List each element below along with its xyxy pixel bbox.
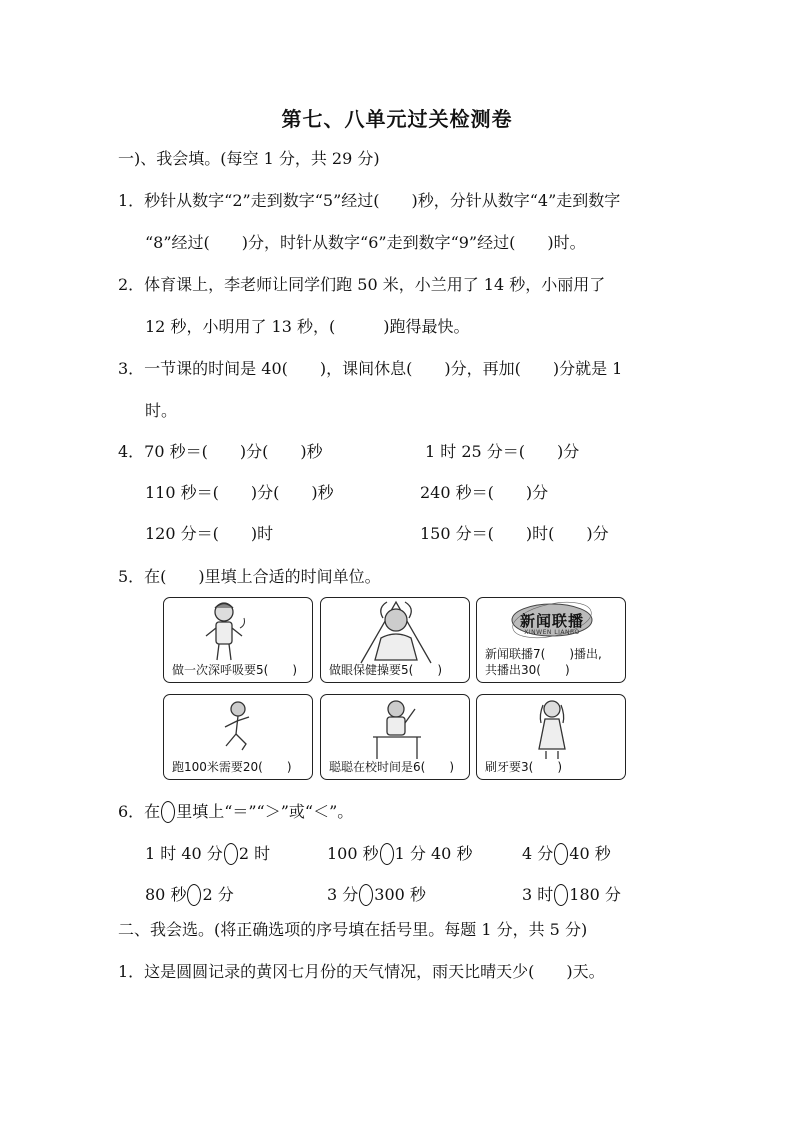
q6-item — [145, 883, 234, 907]
answer-oval-icon[interactable] — [380, 843, 394, 865]
q6-left-value: 3 时 — [522, 885, 554, 904]
q5-cell-breath — [163, 597, 313, 683]
q1-line2: “8”经过( )分，时针从数字“6”走到数字“9”经过( )时。 — [145, 233, 586, 252]
answer-oval-icon[interactable] — [187, 884, 201, 906]
q5-cell-run — [163, 694, 313, 780]
q4-row2-right: 240 秒＝( )分 — [420, 483, 549, 502]
q4-row3-right: 150 分＝( )时( )分 — [420, 524, 609, 543]
answer-oval-icon[interactable] — [359, 884, 373, 906]
q6-right-value: 300 秒 — [374, 885, 426, 904]
q5-prompt: 5．在( )里填上合适的时间单位。 — [118, 567, 381, 586]
q6-left-value: 1 时 40 分 — [145, 844, 223, 863]
q3-line2: 时。 — [145, 401, 178, 420]
q6-item — [522, 883, 621, 907]
q6-left-value: 100 秒 — [327, 844, 379, 863]
q3-line1: 3．一节课的时间是 40( )，课间休息( )分，再加( )分就是 1 — [118, 359, 623, 378]
section2-header: 二、我会选。(将正确选项的序号填在括号里。每题 1 分，共 5 分) — [118, 920, 588, 939]
q2-line1: 2．体育课上，李老师让同学们跑 50 米，小兰用了 14 秒，小丽用了 — [118, 275, 606, 294]
q5-cell-eye-exercise — [320, 597, 470, 683]
q2-line2: 12 秒，小明用了 13 秒，( )跑得最快。 — [145, 317, 470, 336]
section1-header: 一)、我会填。(每空 1 分，共 29 分) — [118, 149, 380, 168]
q5-cell-caption: 聪聪在校时间是6( ) — [329, 760, 454, 774]
news-logo-subtext: XINWEN LIANBO — [524, 629, 580, 636]
q6-item — [327, 842, 472, 866]
q5-cell-caption: 刷牙要3( ) — [485, 760, 562, 774]
q4-row2-left: 110 秒＝( )分( )秒 — [145, 483, 334, 502]
q6-right-value: 2 分 — [202, 885, 234, 904]
q6-item — [522, 842, 611, 866]
q4-row1-right: 1 时 25 分＝( )分 — [425, 442, 580, 461]
q6-right-value: 40 秒 — [569, 844, 611, 863]
q6-right-value: 1 分 40 秒 — [394, 844, 473, 863]
q6-prompt-part1: 6．在 — [118, 802, 161, 821]
answer-oval-icon[interactable] — [554, 884, 568, 906]
q5-cell-brush — [476, 694, 626, 780]
q5-cell-caption: 跑100米需要20( ) — [172, 760, 292, 774]
page-title: 第七、八单元过关检测卷 — [281, 107, 513, 131]
q5-picture-grid — [163, 597, 629, 780]
q6-prompt — [118, 800, 353, 824]
answer-oval-icon[interactable] — [161, 801, 175, 823]
answer-oval-icon[interactable] — [224, 843, 238, 865]
q5-cell-caption: 做眼保健操要5( ) — [329, 663, 442, 677]
q6-item — [145, 842, 270, 866]
q6-left-value: 3 分 — [327, 885, 359, 904]
q6-prompt-part2: 里填上“＝”“＞”或“＜”。 — [176, 802, 354, 821]
q1-line1: 1．秒针从数字“2”走到数字“5”经过( )秒，分针从数字“4”走到数字 — [118, 191, 621, 210]
section2-q1: 1．这是圆圆记录的黄冈七月份的天气情况，雨天比晴天少( )天。 — [118, 962, 605, 981]
q5-cell-school — [320, 694, 470, 780]
q4-row3-left: 120 分＝( )时 — [145, 524, 274, 543]
q6-left-value: 80 秒 — [145, 885, 187, 904]
q6-right-value: 2 时 — [238, 844, 271, 863]
q5-cell-caption-2: 共播出30( ) — [485, 663, 570, 677]
q6-left-value: 4 分 — [522, 844, 554, 863]
q6-right-value: 180 分 — [569, 885, 621, 904]
answer-oval-icon[interactable] — [554, 843, 568, 865]
q6-item — [327, 883, 426, 907]
news-logo-text: 新闻联播 — [519, 612, 584, 630]
q5-cell-caption: 新闻联播7( )播出, — [485, 647, 602, 661]
q5-cell-news — [476, 597, 626, 683]
q5-cell-caption: 做一次深呼吸要5( ) — [172, 663, 297, 677]
q4-row1-left: 4．70 秒＝( )分( )秒 — [118, 442, 323, 461]
